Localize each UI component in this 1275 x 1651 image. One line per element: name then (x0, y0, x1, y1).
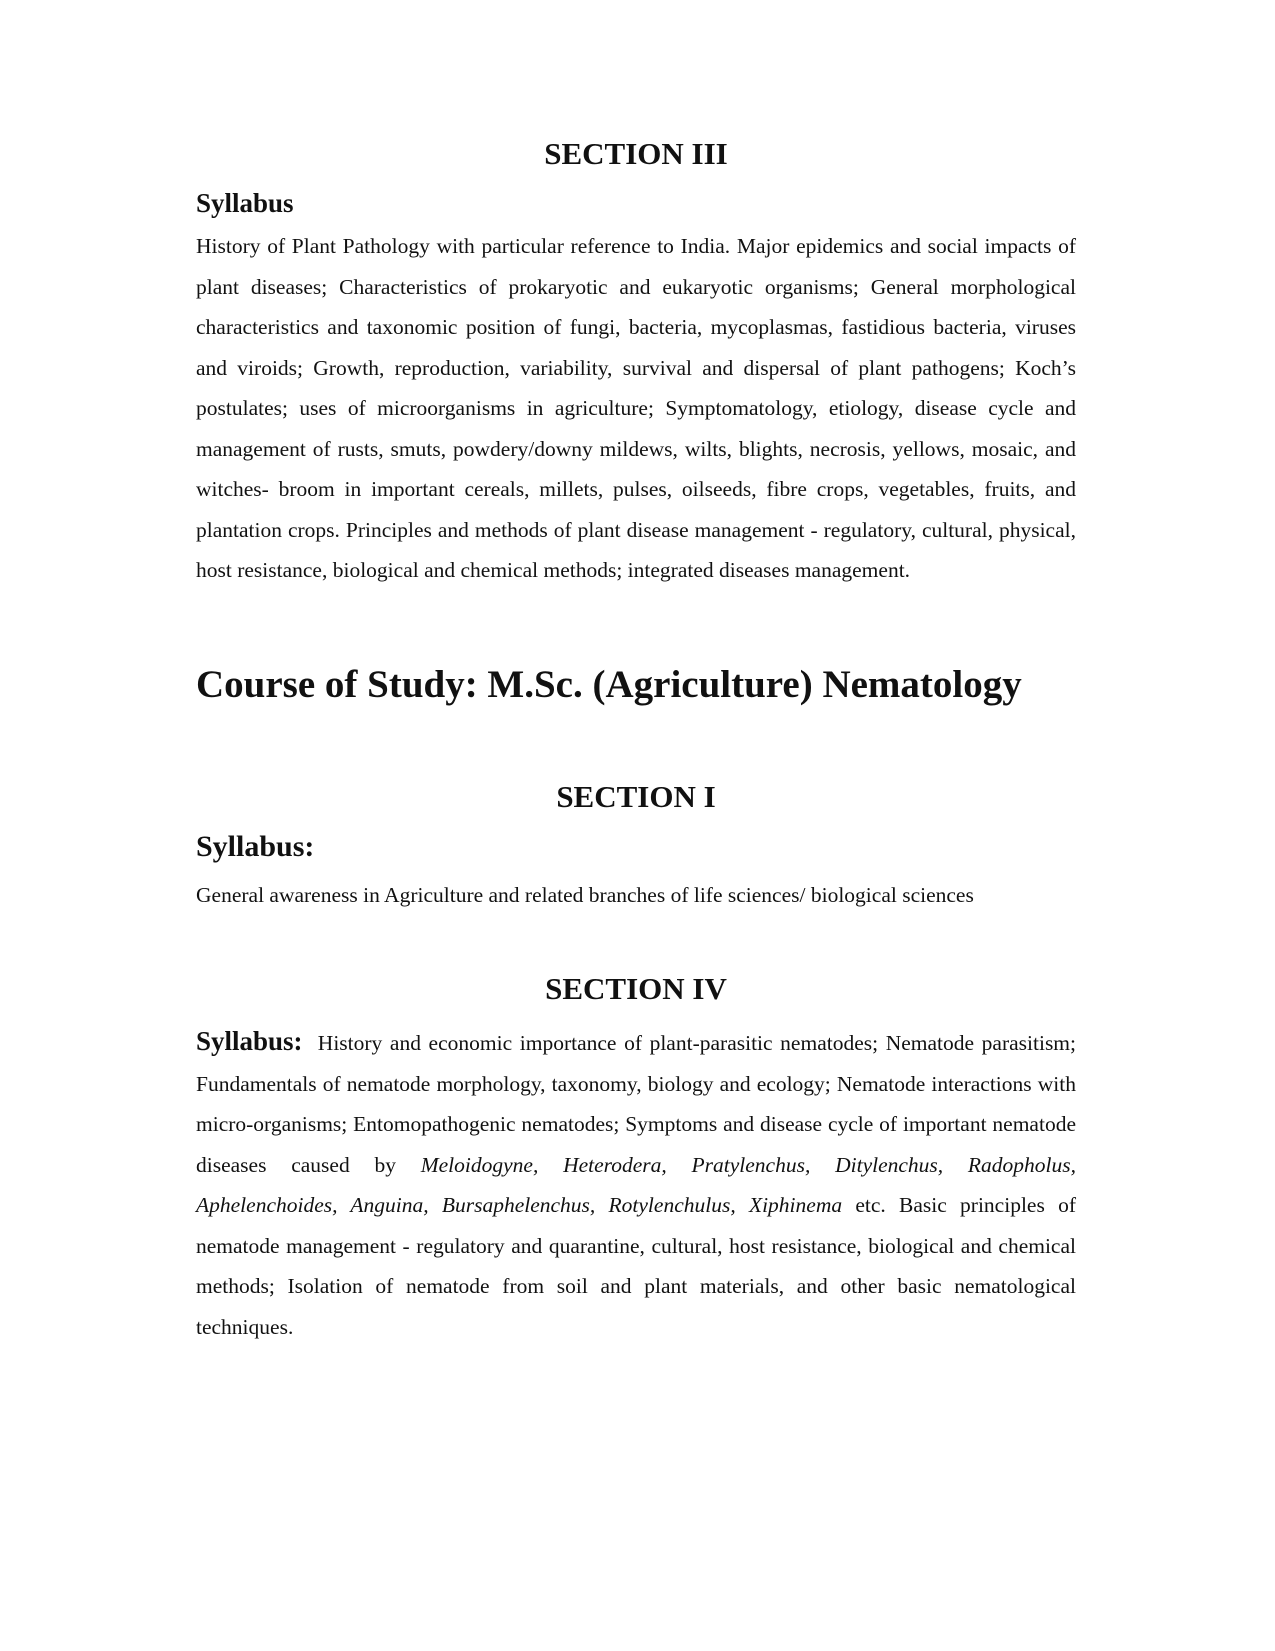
section-4-nematode-genera: Meloidogyne, Heterodera, Pratylenchus, Ditylenchus, Radopholus, Aphelenchoides, Anguina, Bursaphelenchus, Rotylenchulus, Xiphinema (196, 1152, 1077, 1217)
section-4-syllabus-label: Syllabus: (196, 1026, 303, 1056)
section-3-heading: SECTION III (544, 136, 728, 171)
section-3-syllabus-label: Syllabus (196, 188, 294, 218)
section-4-text-part1: History and economic importance of plant-parasitic nematodes; Nematode parasitism; Fundamentals of nematode morphology, taxonomy, biology and ecology; Nematode interactions with micro-organisms; Entomopathogenic nematodes; Symptoms and disease cycle of important nematode diseases caused by (196, 1031, 1077, 1177)
section-1-syllabus-text: General awareness in Agriculture and related branches of life sciences/ biological sciences (196, 883, 974, 907)
course-title: Course of Study: M.Sc. (Agriculture) Nematology (196, 663, 1022, 706)
section-3-syllabus-text: History of Plant Pathology with particular reference to India. Major epidemics and social impacts of plant diseases; Characteristics of prokaryotic and eukaryotic organisms; General morphological characteristics and taxonomic position of fungi, bacteria, mycoplasmas, fastidious bacteria, viruses and viroids; Growth, reproduction, variability, survival and dispersal of plant pathogens; Koch’s postulates; uses of microorganisms in agriculture; Symptomatology, etiology, disease cycle and management of rusts, smuts, powdery/downy mildews, wilts, blights, necrosis, yellows, mosaic, and witches- broom in important cereals, millets, pulses, oilseeds, fibre crops, vegetables, fruits, and plantation crops. Principles and methods of plant disease management - regulatory, cultural, physical, host resistance, biological and chemical methods; integrated diseases management. (196, 234, 1076, 582)
section-1-heading: SECTION I (556, 779, 716, 814)
section-4-heading: SECTION IV (545, 971, 727, 1006)
section-1-syllabus-label: Syllabus: (196, 830, 315, 863)
section-4-syllabus-paragraph (196, 1021, 1076, 1347)
section-4-text-part2: etc. Basic principles of nematode management - regulatory and quarantine, cultural, host resistance, biological and chemical methods; Isolation of nematode from soil and plant materials, and other basic nematological techniques. (196, 1193, 1076, 1339)
